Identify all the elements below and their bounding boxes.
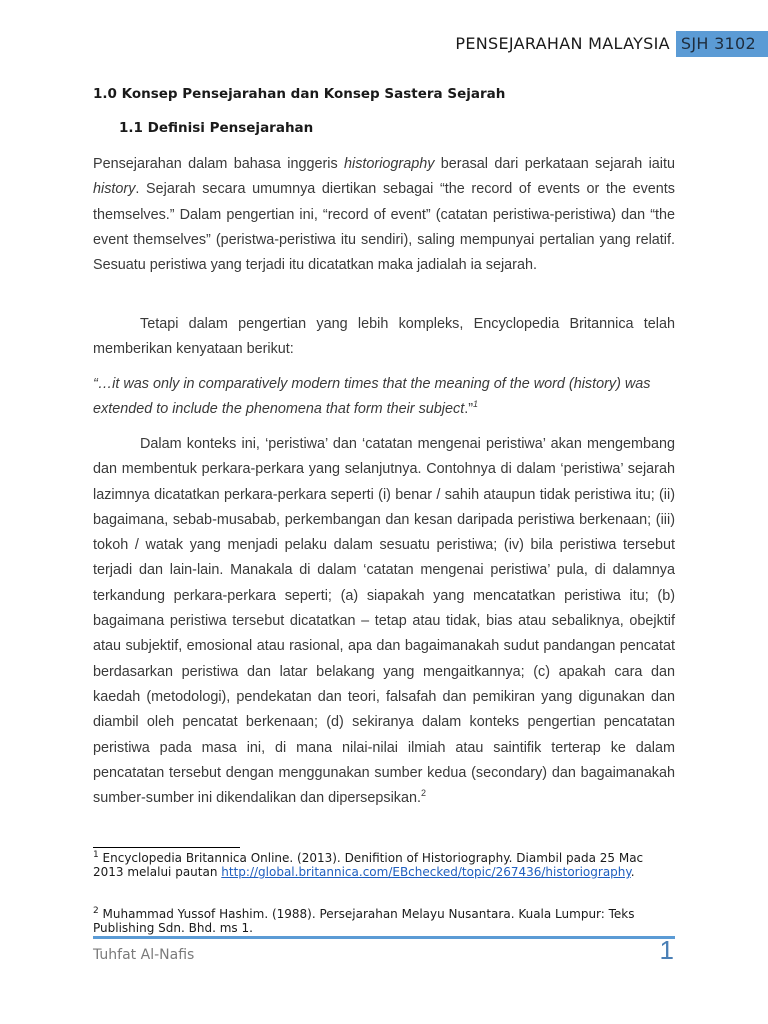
footnote-ref-1[interactable]: 1	[473, 399, 479, 410]
footnote-2-number: 2	[93, 906, 99, 916]
p1-term-historiography: historiography	[344, 156, 435, 172]
footer-divider	[93, 936, 675, 939]
paragraph-definition	[93, 152, 675, 278]
p1-text-a: Pensejarahan dalam bahasa inggeris	[93, 156, 345, 172]
p1-text-e: . Sejarah secara umumnya diertikan sebagai “the record of events or the events themselves.” Dalam pengertian ini, “record of event” (catatan peristiwa-peristiwa) dan “the event themselves” (peristwa-peristiwa itu sendiri), saling mempunyai pertalian yang relatif. Sesuatu peristiwa yang terjadi itu dicatatkan maka jadialah ia sejarah.	[93, 181, 675, 274]
footnote-1-text: Encyclopedia Britannica Online. (2013). Denifition of Historiography. Diambil pada 25 Mac 2013 melalui pautan	[93, 851, 644, 879]
page-number: 1	[659, 935, 674, 965]
quote-close: .”	[464, 401, 473, 418]
p1-term-history: history	[93, 181, 136, 198]
paragraph-context	[93, 432, 675, 811]
footnote-1-link[interactable]: http://global.britannica.com/EBchecked/topic/267436/historiography	[221, 865, 631, 879]
paragraph-britannica: Tetapi dalam pengertian yang lebih kompleks, Encyclopedia Britannica telah memberikan kenyataan berikut:	[93, 316, 675, 358]
quote-text: “…it was only in comparatively modern times that the meaning of the word (history) was extended to include the phenomena that form their subject	[93, 376, 651, 418]
quote-britannica	[93, 372, 675, 423]
subsection-heading: 1.1 Definisi Pensejarahan	[119, 120, 314, 136]
footnote-ref-2[interactable]: 2	[420, 788, 426, 799]
footnote-1-period: .	[630, 865, 635, 879]
p1-text-c: berasal dari perkataan sejarah iaitu	[434, 156, 675, 172]
header-course-code: SJH 3102	[676, 31, 768, 57]
header-title: PENSEJARAHAN MALAYSIA	[455, 34, 670, 53]
footnote-1-number: 1	[93, 850, 99, 860]
footnote-divider	[93, 847, 240, 848]
footnote-2	[93, 907, 675, 935]
section-heading: 1.0 Konsep Pensejarahan dan Konsep Sastera Sejarah	[93, 86, 506, 102]
page-header	[455, 31, 768, 57]
p3-text: Dalam konteks ini, ‘peristiwa’ dan ‘catatan mengenai peristiwa’ akan mengembang dan membentuk perkara-perkara yang selanjutnya. Contohnya di dalam ‘peristiwa’ sejarah lazimnya dicatatkan perkara-perkara seperti (i) benar / sahih ataupun tidak peristiwa itu; (ii) bagaimana, sebab-musabab, perkembangan dan kesan daripada peristiwa berkenaan; (iii) tokoh / watak yang menjadi pelaku dalam sesuatu peristiwa; (iv) bila peristiwa tersebut terjadi dan lain-lain. Manakala di dalam ‘catatan mengenai peristiwa’ pula, di dalamnya terkandung perkara-perkara seperti; (a) siapakah yang mencatatkan peristiwa itu; (b) bagaimana peristiwa tersebut dicatatkan – tetap atau tidak, bias atau sebaliknya, obejktif atau subjektif, emosional atau rasional, apa dan bagaimanakah sudut pandangan pencatat berdasarkan peristiwa dan latar belakang yang mengaitkannya; (c) apakah cara dan kaedah (metodologi), pendekatan dan teori, falsafah dan pemikiran yang digunakan dan diambil oleh pencatat berkenaan; (d) sekiranya dalam konteks pengertian pencatatan peristiwa pada masa ini, di mana nilai-nilai ilmiah atau saintifik terterap ke dalam pencatatan tersebut dengan menggunakan sumber kedua (secondary) dan bagaimanakah sumber-sumber ini dikendalikan dan dipersepsikan.	[93, 436, 675, 807]
footer-author: Tuhfat Al-Nafis	[93, 947, 195, 963]
footnote-2-text: Muhammad Yussof Hashim. (1988). Persejarahan Melayu Nusantara. Kuala Lumpur: Teks Publishing Sdn. Bhd. ms 1.	[93, 907, 635, 935]
footnote-1	[93, 851, 675, 879]
